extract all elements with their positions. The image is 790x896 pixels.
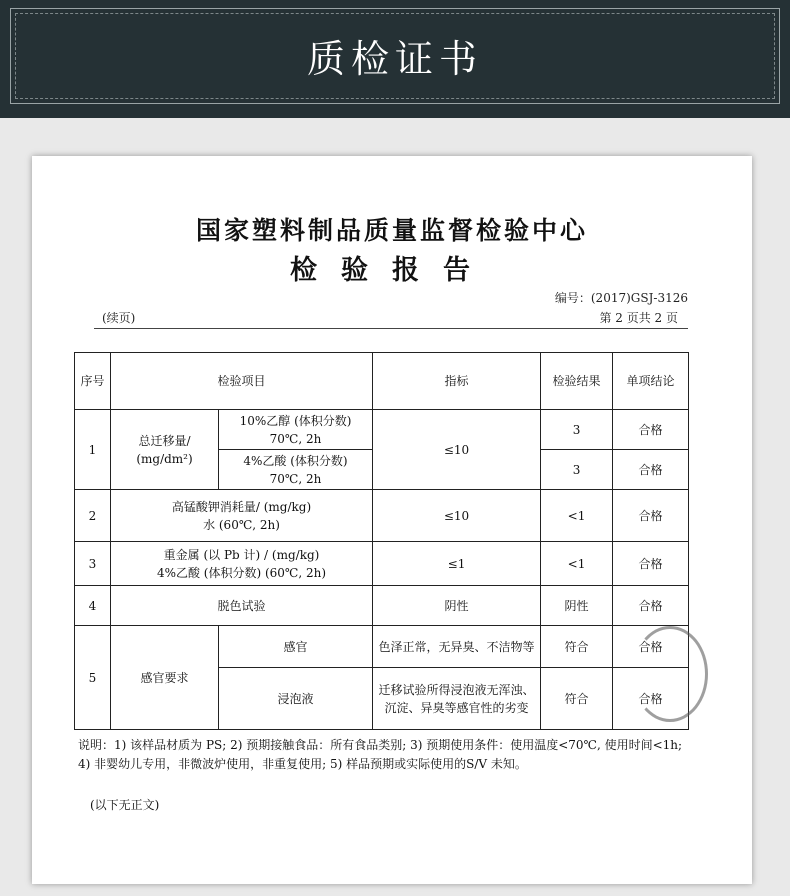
result-cell: 符合 bbox=[541, 668, 613, 730]
table-row bbox=[75, 410, 689, 450]
item-unit: (mg/dm²) bbox=[136, 451, 193, 466]
sub-item-cell bbox=[219, 450, 373, 490]
col-header-result: 检验结果 bbox=[541, 353, 613, 410]
table-row bbox=[75, 626, 689, 668]
col-header-index: 指标 bbox=[373, 353, 541, 410]
item-cell bbox=[111, 490, 373, 542]
conclusion-cell: 合格 bbox=[613, 626, 689, 668]
index-cell: ≤10 bbox=[373, 410, 541, 490]
result-cell: 符合 bbox=[541, 626, 613, 668]
conclusion-cell: 合格 bbox=[613, 586, 689, 626]
item-condition: 水 (60℃, 2h) bbox=[203, 517, 280, 532]
sub-item-condition: 10%乙醇 (体积分数) bbox=[239, 413, 352, 428]
sub-item-condition: 4%乙酸 (体积分数) bbox=[243, 453, 348, 468]
conclusion-cell: 合格 bbox=[613, 542, 689, 586]
test-results-table bbox=[74, 352, 689, 730]
table-row bbox=[75, 490, 689, 542]
index-cell: 迁移试验所得浸泡液无浑浊、沉淀、异臭等感官性的劣变 bbox=[373, 668, 541, 730]
item-cell: 感官要求 bbox=[111, 626, 219, 730]
banner-title: 质检证书 bbox=[306, 37, 483, 81]
table-header-row bbox=[75, 353, 689, 410]
conclusion-cell: 合格 bbox=[613, 490, 689, 542]
index-cell: ≤1 bbox=[373, 542, 541, 586]
issuing-organization: 国家塑料制品质量监督检验中心 bbox=[195, 216, 588, 245]
result-cell: <1 bbox=[541, 542, 613, 586]
item-name: 高锰酸钾消耗量/ (mg/kg) bbox=[171, 499, 312, 514]
result-cell: 阴性 bbox=[541, 586, 613, 626]
item-condition: 4%乙酸 (体积分数) (60℃, 2h) bbox=[156, 565, 327, 580]
row-number: 5 bbox=[75, 626, 111, 730]
row-number: 2 bbox=[75, 490, 111, 542]
header-rule bbox=[94, 328, 688, 329]
official-seal bbox=[632, 626, 708, 722]
index-cell: 色泽正常，无异臭、不洁物等 bbox=[373, 626, 541, 668]
certificate-document bbox=[32, 156, 752, 884]
continued-label: (续页) bbox=[102, 311, 136, 325]
result-cell: <1 bbox=[541, 490, 613, 542]
report-number: 编号：(2017)GSJ-3126 bbox=[554, 291, 688, 305]
item-cell bbox=[111, 410, 219, 490]
header-banner bbox=[0, 0, 790, 118]
item-cell: 脱色试验 bbox=[111, 586, 373, 626]
sub-item-cell: 感官 bbox=[219, 626, 373, 668]
sub-item-temp: 70℃, 2h bbox=[269, 431, 322, 446]
table-row bbox=[75, 586, 689, 626]
item-name: 总迁移量/ bbox=[138, 433, 191, 448]
sub-item-cell bbox=[219, 410, 373, 450]
table-row bbox=[75, 542, 689, 586]
row-number: 1 bbox=[75, 410, 111, 490]
col-header-item: 检验项目 bbox=[111, 353, 373, 410]
result-cell: 3 bbox=[541, 450, 613, 490]
col-header-no: 序号 bbox=[75, 353, 111, 410]
notes-text: 说明：1) 该样品材质为 PS; 2) 预期接触食品：所有食品类别; 3) 预期使用条件：使用温度<70℃, 使用时间<1h; 4) 非婴幼儿专用，非微波炉使用，非重复使用; 5) 样品预期或实际使用的S/V 未知。 bbox=[78, 738, 683, 771]
sub-item-temp: 70℃, 2h bbox=[269, 471, 322, 486]
index-cell: ≤10 bbox=[373, 490, 541, 542]
report-title: 检验报告 bbox=[290, 255, 494, 286]
conclusion-cell: 合格 bbox=[613, 668, 689, 730]
row-number: 4 bbox=[75, 586, 111, 626]
page-indicator: 第 2 页共 2 页 bbox=[599, 311, 678, 325]
conclusion-cell: 合格 bbox=[613, 410, 689, 450]
col-header-conclusion: 单项结论 bbox=[613, 353, 689, 410]
end-note: (以下无正文) bbox=[90, 798, 160, 812]
sub-item-cell: 浸泡液 bbox=[219, 668, 373, 730]
result-cell: 3 bbox=[541, 410, 613, 450]
index-cell: 阴性 bbox=[373, 586, 541, 626]
row-number: 3 bbox=[75, 542, 111, 586]
item-cell bbox=[111, 542, 373, 586]
conclusion-cell: 合格 bbox=[613, 450, 689, 490]
item-name: 重金属 (以 Pb 计) / (mg/kg) bbox=[163, 547, 320, 562]
